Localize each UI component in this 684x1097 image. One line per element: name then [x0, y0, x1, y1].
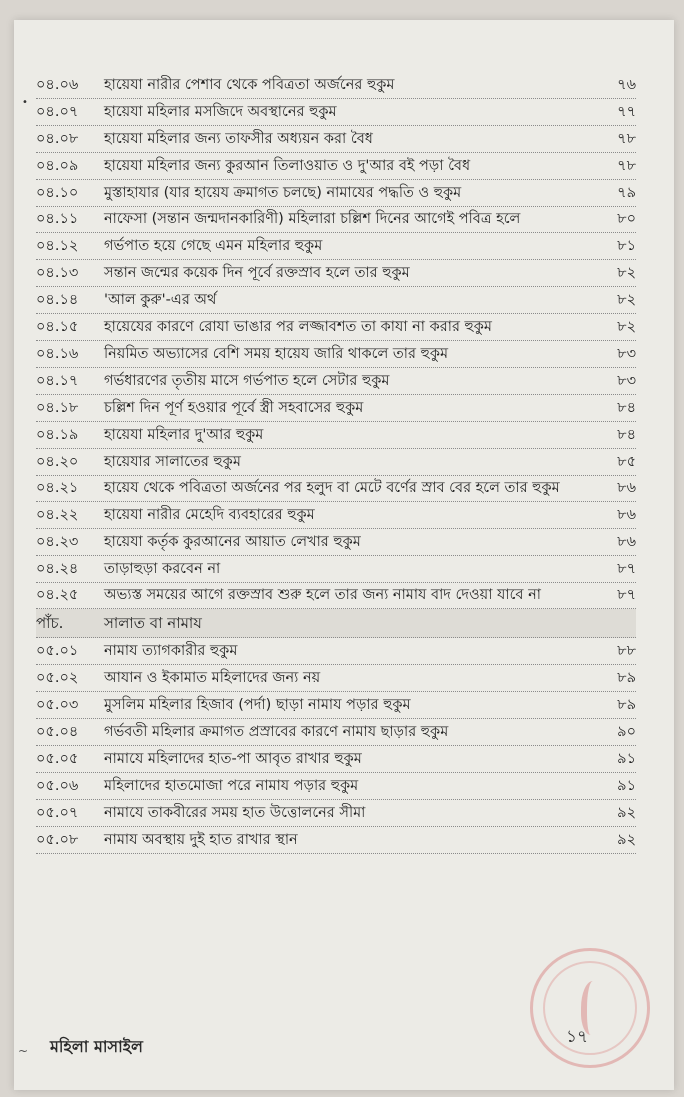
- toc-entry-title: মুসলিম মহিলার হিজাব (পর্দা) ছাড়া নামায পড়ার হুকুম: [104, 697, 411, 713]
- toc-row: [36, 72, 636, 99]
- toc-entry-title: নামাযে মহিলাদের হাত-পা আবৃত রাখার হুকুম: [104, 751, 362, 767]
- toc-entry-number: ০৫.০২: [36, 670, 79, 686]
- toc-entry-page: ৯০: [617, 724, 636, 740]
- toc-entry-title: হায়েযা মহিলার দু'আর হুকুম: [104, 427, 264, 443]
- library-stamp: [530, 948, 650, 1068]
- toc-entry-title: নামায ত্যাগকারীর হুকুম: [104, 643, 238, 659]
- toc-entry-title: মুস্তাহাযার (যার হায়েয ক্রমাগত চলছে) নামাযের পদ্ধতি ও হুকুম: [104, 185, 462, 201]
- toc-row: [36, 827, 636, 854]
- toc-entry-page: ৯১: [617, 778, 636, 794]
- toc-entry-number: ০৪.০৭: [36, 104, 79, 120]
- toc-row: [36, 476, 636, 502]
- toc-entry-page: ৭৬: [617, 77, 636, 93]
- toc-entry-title: হায়েযের কারণে রোযা ভাঙার পর লজ্জাবশত তা কাযা না করার হুকুম: [104, 319, 492, 335]
- toc-entry-number: ০৪.১০: [36, 185, 79, 201]
- page-number: ১৭: [566, 1027, 589, 1047]
- toc-entry-page: ৮৬: [617, 480, 636, 496]
- toc-entry-number: ০৪.১৯: [36, 427, 79, 443]
- toc-entry-title: আযান ও ইকামাত মহিলাদের জন্য নয়: [104, 670, 321, 686]
- toc-entry-number: ০৫.০৫: [36, 751, 79, 767]
- toc-row: [36, 207, 636, 233]
- toc-entry-page: ৮৯: [617, 670, 636, 686]
- toc-entry-title: নিয়মিত অভ্যাসের বেশি সময় হায়েয জারি থাকলে তার হুকুম: [104, 346, 449, 362]
- toc-row: [36, 773, 636, 800]
- toc-entry-number: ০৫.০৭: [36, 805, 79, 821]
- toc-entry-page: ৭৮: [617, 131, 636, 147]
- toc-row: [36, 368, 636, 395]
- toc-entry-title: হায়েয থেকে পবিত্রতা অর্জনের পর হলুদ বা মেটে বর্ণের স্রাব বের হলে তার হুকুম: [104, 480, 560, 496]
- toc-entry-number: ০৪.১৮: [36, 400, 79, 416]
- footer-book-title: মহিলা মাসাইল: [50, 1037, 143, 1056]
- toc-row: [36, 502, 636, 529]
- toc-entry-title: হায়েযা মহিলার জন্য তাফসীর অধ্যয়ন করা বৈধ: [104, 131, 373, 147]
- toc-row: [36, 260, 636, 287]
- toc-entry-number: ০৪.২২: [36, 507, 79, 523]
- toc-entry-page: ৭৯: [617, 185, 636, 201]
- toc-row: [36, 719, 636, 746]
- toc-entry-number: ০৪.১২: [36, 238, 79, 254]
- section-heading: [36, 609, 636, 638]
- toc-entry-number: ০৫.০৩: [36, 697, 79, 713]
- toc-entry-title: নামায অবস্থায় দুই হাত রাখার স্থান: [104, 832, 298, 848]
- toc-entry-number: ০৪.২১: [36, 480, 79, 496]
- toc-row: [36, 341, 636, 368]
- toc-entry-number: ০৪.১৩: [36, 265, 79, 281]
- toc-entry-title: মহিলাদের হাতমোজা পরে নামায পড়ার হুকুম: [104, 778, 359, 794]
- toc-entry-number: ০৪.১৬: [36, 346, 79, 362]
- toc-entry-number: ০৪.২০: [36, 454, 79, 470]
- toc-entry-page: ৯১: [617, 751, 636, 767]
- toc-entry-page: ৮৭: [617, 561, 636, 577]
- toc-entry-number: ০৫.০৮: [36, 832, 79, 848]
- toc-row: [36, 638, 636, 665]
- toc-entry-number: ০৪.২৩: [36, 534, 79, 550]
- toc-entry-title: হায়েযা মহিলার মসজিদে অবস্থানের হুকুম: [104, 104, 337, 120]
- toc-row: [36, 287, 636, 314]
- toc-entry-number: ০৫.০৬: [36, 778, 79, 794]
- toc-entry-title: হায়েযা কর্তৃক কুরআনের আয়াত লেখার হুকুম: [104, 534, 361, 550]
- toc-entry-title: হায়েযার সালাতের হুকুম: [104, 454, 241, 470]
- toc-row: [36, 746, 636, 773]
- toc-entry-page: ৮৫: [617, 454, 636, 470]
- toc-entry-number: ০৪.২৫: [36, 587, 79, 603]
- toc-entry-page: ৯২: [617, 832, 636, 848]
- toc-entry-title: হায়েযা মহিলার জন্য কুরআন তিলাওয়াত ও দু'আর বই পড়া বৈধ: [104, 158, 471, 174]
- toc-entry-page: ৮৯: [617, 697, 636, 713]
- toc-entry-number: ০৪.১১: [36, 211, 79, 227]
- toc-entry-page: ৮২: [617, 265, 636, 281]
- table-of-contents: [36, 72, 636, 854]
- toc-entry-number: ০৪.২৪: [36, 561, 79, 577]
- toc-entry-title: তাড়াহুড়া করবেন না: [104, 561, 221, 577]
- toc-entry-title: গর্ভবতী মহিলার ক্রমাগত প্রস্রাবের কারণে নামায ছাড়ার হুকুম: [104, 724, 449, 740]
- toc-entry-title: নাফেসা (সন্তান জন্মদানকারিণী) মহিলারা চল্লিশ দিনের আগেই পবিত্র হলে: [104, 211, 521, 227]
- toc-entry-title: হায়েযা নারীর মেহেদি ব্যবহারের হুকুম: [104, 507, 315, 523]
- toc-entry-page: ৮২: [617, 292, 636, 308]
- toc-entry-title: 'আল কুরু'-এর অর্থ: [104, 292, 217, 308]
- toc-entry-number: ০৪.০৯: [36, 158, 79, 174]
- toc-entry-title: গর্ভপাত হয়ে গেছে এমন মহিলার হুকুম: [104, 238, 323, 254]
- toc-entry-title: হায়েযা নারীর পেশাব থেকে পবিত্রতা অর্জনের হুকুম: [104, 77, 395, 93]
- toc-entry-title: নামাযে তাকবীরের সময় হাত উত্তোলনের সীমা: [104, 805, 366, 821]
- toc-entry-number: ০৪.১৫: [36, 319, 79, 335]
- toc-entry-page: ৯২: [617, 805, 636, 821]
- toc-entry-number: ০৫.০৪: [36, 724, 79, 740]
- footer-mark: ~: [18, 1044, 29, 1058]
- toc-row: [36, 180, 636, 207]
- toc-entry-title: চল্লিশ দিন পূর্ণ হওয়ার পূর্বে স্ত্রী সহবাসের হুকুম: [104, 400, 364, 416]
- toc-entry-page: ৮০: [617, 211, 636, 227]
- toc-entry-page: ৮৭: [617, 587, 636, 603]
- toc-entry-page: ৮৬: [617, 507, 636, 523]
- toc-row: [36, 449, 636, 476]
- margin-dot: •: [22, 97, 28, 108]
- toc-row: [36, 314, 636, 341]
- toc-row: [36, 99, 636, 126]
- toc-row: [36, 800, 636, 827]
- section-title: সালাত বা নামায: [104, 614, 202, 632]
- toc-row: [36, 556, 636, 583]
- toc-entry-page: ৮৮: [617, 643, 636, 659]
- toc-entry-page: ৮১: [617, 238, 636, 254]
- toc-entry-page: ৮২: [617, 319, 636, 335]
- toc-entry-title: অভ্যস্ত সময়ের আগে রক্তস্রাব শুরু হলে তার জন্য নামায বাদ দেওয়া যাবে না: [104, 587, 541, 603]
- toc-row: [36, 395, 636, 422]
- toc-entry-page: ৮৬: [617, 534, 636, 550]
- toc-entry-page: ৭৮: [617, 158, 636, 174]
- toc-entry-page: ৮৪: [617, 427, 636, 443]
- toc-entry-page: ৭৭: [617, 104, 636, 120]
- toc-entry-page: ৮৩: [617, 373, 636, 389]
- toc-entry-number: ০৪.১৪: [36, 292, 79, 308]
- toc-entry-number: ০৪.০৮: [36, 131, 79, 147]
- toc-entry-page: ৮৪: [617, 400, 636, 416]
- toc-entry-page: ৮৩: [617, 346, 636, 362]
- toc-row: [36, 233, 636, 260]
- toc-group-chapter-five: [36, 638, 636, 854]
- toc-row: [36, 422, 636, 449]
- toc-group-chapter-four: [36, 72, 636, 609]
- book-page: [14, 20, 674, 1090]
- toc-row: [36, 529, 636, 556]
- toc-row: [36, 153, 636, 180]
- toc-entry-number: ০৫.০১: [36, 643, 79, 659]
- section-number: পাঁচ.: [36, 614, 64, 632]
- toc-entry-title: গর্ভধারণের তৃতীয় মাসে গর্ভপাত হলে সেটার হুকুম: [104, 373, 390, 389]
- toc-entry-title: সন্তান জন্মের কয়েক দিন পূর্বে রক্তস্রাব হলে তার হুকুম: [104, 265, 410, 281]
- toc-row: [36, 665, 636, 692]
- toc-row: [36, 692, 636, 719]
- toc-row: [36, 583, 636, 609]
- toc-entry-number: ০৪.০৬: [36, 77, 79, 93]
- toc-row: [36, 126, 636, 153]
- toc-entry-number: ০৪.১৭: [36, 373, 79, 389]
